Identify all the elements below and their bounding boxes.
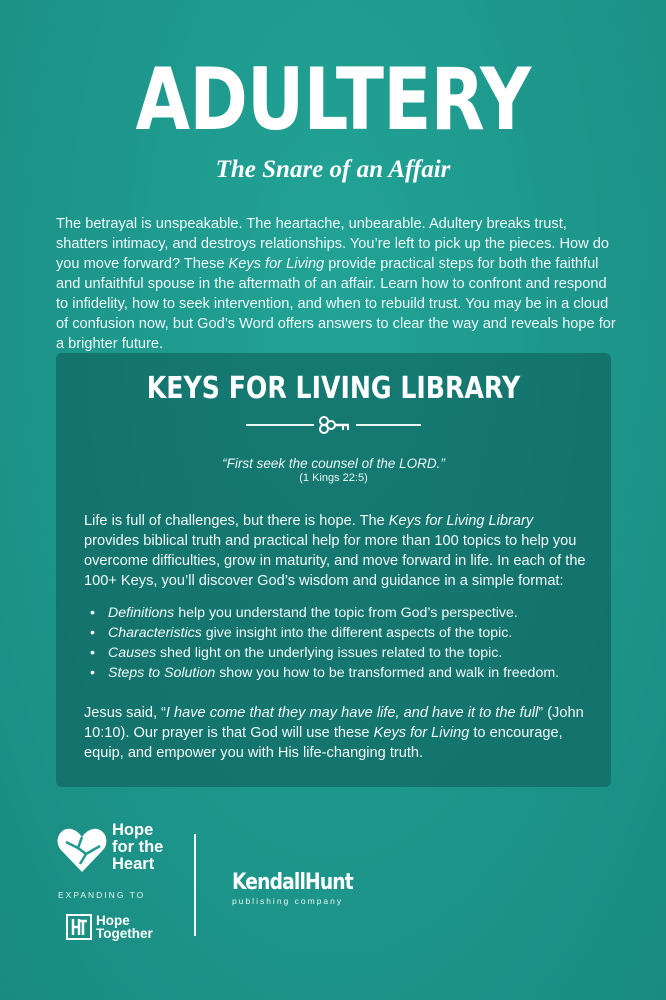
intro-text-2: provide practical steps for both the faithful and unfaithful spouse in the aftermath of an affair. Learn how to confront and respond to infidelity, how to seek intervention, and when to rebuild trust. You may be in a cloud of confusion now, but God’s Word offers answers to clear the way and reveals hope for a brighter future. bbox=[56, 256, 616, 352]
bullet-text: give insight into the different aspects of the topic. bbox=[201, 625, 513, 641]
intro-paragraph bbox=[56, 214, 616, 354]
intro-italic: Keys for Living bbox=[228, 256, 325, 272]
expanding-to-label: EXPANDING TO bbox=[58, 890, 146, 900]
hope-line-3: Heart bbox=[112, 855, 155, 873]
kendall-hunt-subtitle: publishing company bbox=[232, 896, 344, 906]
library-italic: Keys for Living Library bbox=[388, 513, 534, 529]
bullet-term: Causes bbox=[108, 645, 157, 661]
key-divider-icon bbox=[246, 413, 421, 437]
bullet-text: shed light on the underlying issues related to the topic. bbox=[156, 645, 503, 661]
bullet-term: Definitions bbox=[108, 605, 175, 621]
jesus-text-3: to encourage, equip, and empower you with His life-changing truth. bbox=[84, 725, 563, 761]
library-paragraph bbox=[84, 511, 589, 591]
library-text-2: provides biblical truth and practical help for more than 100 topics to help you overcome difficulties, grow in maturity, and move forward in life. In each of the 100+ Keys, you’ll discover God’s wisdom and guidance in a simple format: bbox=[84, 533, 586, 589]
bullet-item bbox=[90, 643, 595, 663]
jesus-text-1: Jesus said, “ bbox=[84, 705, 166, 721]
library-title: KEYS FOR LIVING LIBRARY bbox=[146, 371, 521, 406]
hope-together-mark-icon bbox=[66, 914, 92, 940]
ht-line-1: Hope bbox=[96, 913, 130, 928]
hope-line-2: for the bbox=[112, 838, 164, 856]
heart-logo-icon bbox=[56, 824, 108, 876]
bullet-term: Steps to Solution bbox=[108, 665, 216, 681]
bullet-term: Characteristics bbox=[108, 625, 202, 641]
logo-area bbox=[56, 820, 616, 950]
bullet-text: help you understand the topic from God’s perspective. bbox=[174, 605, 518, 621]
library-bullets bbox=[90, 603, 595, 683]
jesus-paragraph bbox=[84, 703, 594, 763]
library-quote: “First seek the counsel of the LORD.” bbox=[222, 456, 445, 471]
bullet-text: show you how to be transformed and walk in freedom. bbox=[215, 665, 560, 681]
bullet-item bbox=[90, 603, 595, 623]
jesus-text-2: ” (John 10:10). Our prayer is that God will use these bbox=[84, 705, 584, 741]
logo-divider bbox=[194, 834, 196, 936]
ht-line-2: Together bbox=[96, 926, 153, 941]
library-panel bbox=[56, 353, 611, 787]
intro-text-1: The betrayal is unspeakable. The heartache, unbearable. Adultery breaks trust, shatters intimacy, and destroys relationships. You’re left to pick up the pieces. How do you move forward? These bbox=[56, 216, 609, 272]
kendall-hunt-logo: KendallHunt bbox=[232, 870, 353, 895]
hope-line-1: Hope bbox=[112, 821, 154, 839]
library-text-1: Life is full of challenges, but there is hope. The bbox=[84, 513, 389, 529]
hope-together-logo bbox=[96, 914, 153, 940]
jesus-italic-2: Keys for Living bbox=[373, 725, 470, 741]
jesus-italic: I have come that they may have life, and have it to the full bbox=[165, 705, 539, 721]
library-quote-ref: (1 Kings 22:5) bbox=[299, 472, 368, 484]
page-subtitle: The Snare of an Affair bbox=[215, 156, 451, 183]
page-title: ADULTERY bbox=[135, 50, 531, 150]
bullet-item bbox=[90, 623, 595, 643]
bullet-item bbox=[90, 663, 595, 683]
hope-for-the-heart-logo bbox=[112, 822, 163, 873]
